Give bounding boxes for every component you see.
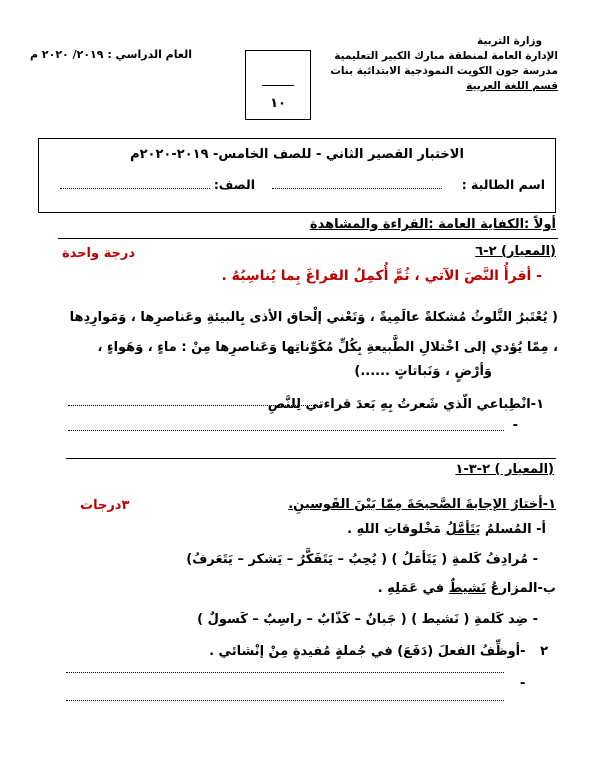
section1-instruction: - أقرأُ النَّصَ الآتي ، ثُمَّ أُكمِلُ الفراغَ بِما يُناسِبُهُ . bbox=[221, 268, 542, 284]
question1: ١-انْطِباعي الّذي شَعرتُ بِهِ بَعدَ قراءتي لِلنَّصِ bbox=[267, 397, 544, 412]
exam-title: الاختبار القصير الثاني - للصف الخامس- ٢٠١٩-٢٠٢٠م bbox=[130, 147, 464, 162]
school-name: مدرسة جون الكويت النموذجية الابتدائية بنات bbox=[330, 65, 558, 77]
grade-line bbox=[262, 85, 294, 86]
section-divider bbox=[66, 458, 556, 459]
class-field[interactable] bbox=[60, 188, 210, 189]
passage-line-1: ( يُعْتَبرُ التَّلوثُ مُشكلةً عالَمِيةً ، وَتَعْني إلْحاق الأذى بِالبيئةِ وعَناصرِها ، وَمَوارِدِها bbox=[69, 310, 558, 325]
department-name: قسم اللغة العربية bbox=[466, 80, 558, 92]
item-a-target-word: يَتَأمَّلُ bbox=[445, 522, 481, 537]
school-header bbox=[298, 34, 558, 94]
directorate-name: الإدارة العامة لمنطقة مبارك الكبير التعليمية bbox=[334, 50, 558, 62]
q1-prompt bbox=[288, 497, 556, 512]
item-b-target-word: نَشيطٌ bbox=[448, 581, 487, 596]
question2-number: ٢ bbox=[540, 644, 548, 659]
item-b-label: ب- bbox=[537, 581, 556, 596]
item-a-options[interactable]: - مُرادِفُ كَلمةِ ( يَتَأمَلُ ) ( يُحِبُ – يَتَفَكَّرُ – يَشكر – يَتَعَرفُ) bbox=[186, 552, 538, 567]
section2-criterion: (المعيار ) ٢-٣-١ bbox=[455, 462, 554, 477]
passage-line-2: ، مِمّا يُؤدي إلى اخْتلالِ الطَّبيعةِ بِكُلِّ مُكَوِّناتِها وَعَناصرِها مِنْ : ماءٍ ، وَهَواءٍ ، bbox=[97, 340, 558, 355]
question1-answer-line-1[interactable] bbox=[68, 405, 322, 406]
item-a-label: أ- bbox=[536, 522, 546, 537]
question2-prompt: -أوظِّفُ الفعلَ (دَفَعَ) في جُملةٍ مُفيدةٍ مِنْ إنْشائي . bbox=[209, 644, 526, 659]
item-b-sentence-post: في عَمَلِهِ . bbox=[377, 581, 449, 596]
student-name-label: اسم الطالبة : bbox=[461, 177, 545, 192]
item-a-sentence-post: مَخْلوقاتِ اللهِ . bbox=[347, 522, 446, 537]
question1-dash: - bbox=[512, 418, 518, 433]
question2 bbox=[209, 644, 548, 659]
title-box bbox=[38, 138, 556, 213]
academic-year: العام الدراسي : ٢٠١٩/ ٢٠٢٠ م bbox=[30, 48, 192, 61]
class-label: الصف: bbox=[213, 177, 255, 192]
item-a-sentence-pre: المُسلمُ bbox=[480, 522, 532, 537]
section1-criterion: (المعيار) ٢-٦ bbox=[475, 244, 556, 259]
section1-heading-text: أولاً :الكفاية العامة :القراءة والمشاهدة bbox=[309, 217, 556, 232]
item-a-sentence bbox=[347, 522, 546, 537]
question2-answer-line-1[interactable] bbox=[66, 672, 504, 673]
question2-dash: - bbox=[520, 676, 526, 691]
student-name-field[interactable] bbox=[272, 188, 442, 189]
item-b-options[interactable]: - ضِد كَلمةِ ( نَشيط ) ( جَبانٌ – كَذّابٌ – راسِبٌ – كَسولٌ ) bbox=[197, 612, 538, 627]
section1-points: درجة واحدة bbox=[62, 246, 136, 261]
passage-line-3: وَأرْضٍ ، وَنَباتاتٍ ......) bbox=[354, 364, 492, 379]
student-info-row bbox=[45, 177, 545, 192]
item-b-sentence bbox=[378, 581, 556, 596]
grade-total: ١٠ bbox=[270, 96, 286, 111]
section2-points: ٣درجات bbox=[80, 498, 130, 513]
question2-answer-line-2[interactable] bbox=[66, 700, 504, 701]
question1-answer-line-2[interactable] bbox=[68, 430, 504, 431]
item-b-sentence-pre: المزارعُ bbox=[486, 581, 538, 596]
q1-prompt-text: ١-أختارُ الإجابةَ الصَّحيحَةَ مِمّا بَيْنَ القَوسينِ. bbox=[288, 497, 556, 512]
section1-divider bbox=[58, 238, 558, 239]
grade-box bbox=[245, 50, 311, 120]
ministry-name: وزارة التربية bbox=[476, 35, 542, 47]
section1-heading bbox=[310, 217, 556, 232]
